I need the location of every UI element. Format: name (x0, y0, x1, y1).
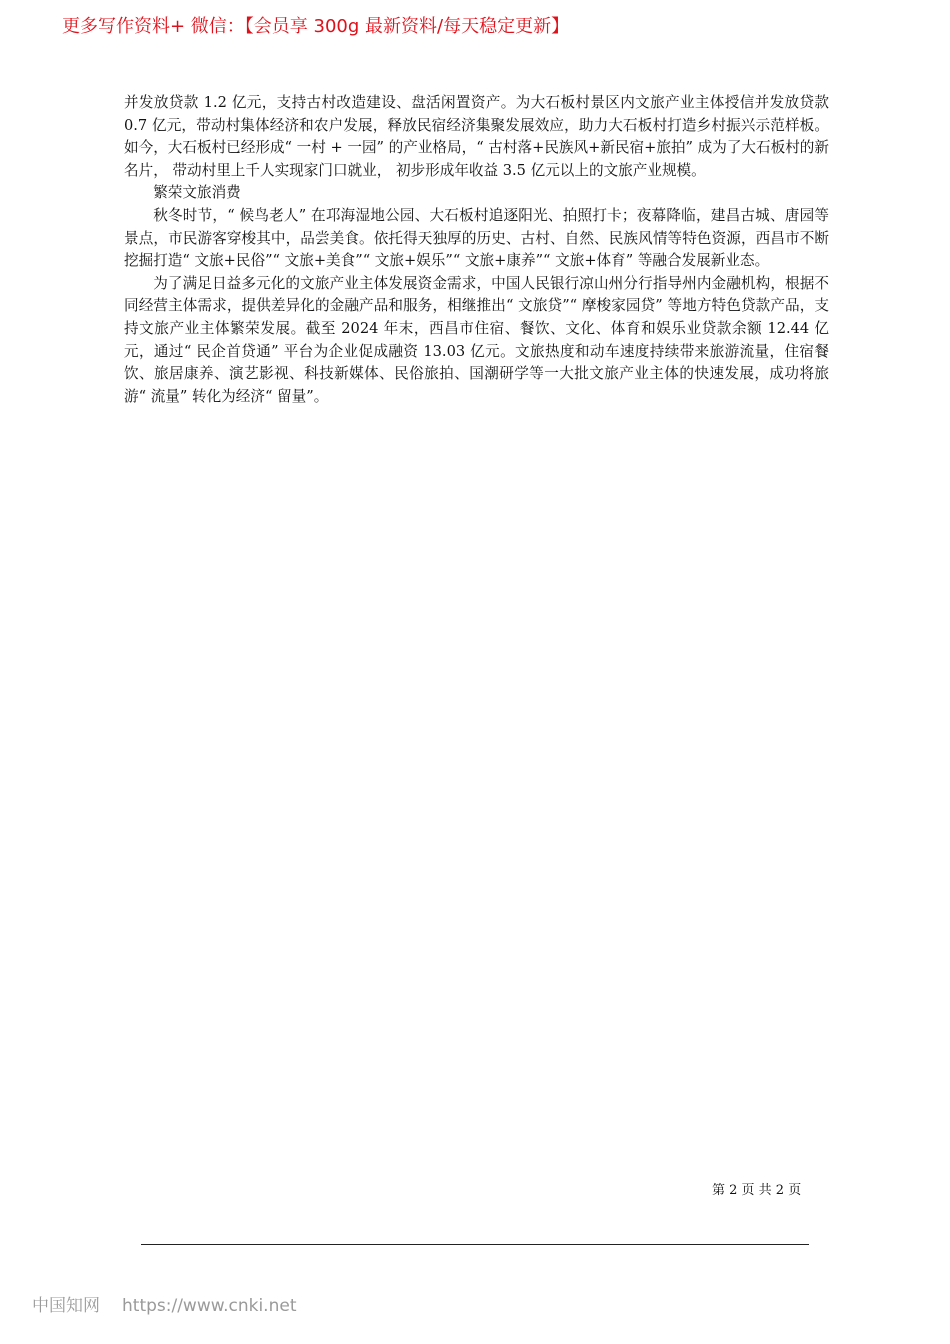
article-paragraph: 并发放贷款 1.2 亿元，支持古村改造建设、盘活闲置资产。为大石板村景区内文旅产业主体授信并发放贷款 0.7 亿元，带动村集体经济和农户发展，释放民宿经济集聚发展效应，助力大石板村打造乡村振兴示范样板。如今，大石板村已经形成“ 一村 + 一园” 的产业格局，“ 古村落+民族风+新民宿+旅拍” 成为了大石板村的新名片， 带动村里上千人实现家门口就业， 初步形成年收益 3.5 亿元以上的文旅产业规模。 (124, 94, 829, 179)
article-body (124, 92, 829, 408)
article-paragraph: 为了满足日益多元化的文旅产业主体发展资金需求，中国人民银行凉山州分行指导州内金融机构，根据不同经营主体需求，提供差异化的金融产品和服务，相继推出“ 文旅贷”“ 摩梭家园贷” 等地方特色贷款产品，支持文旅产业主体繁荣发展。截至 2024 年末，西昌市住宿、餐饮、文化、体育和娱乐业贷款余额 12.44 亿元，通过“ 民企首贷通” 平台为企业促成融资 13.03 亿元。文旅热度和动车速度持续带来旅游流量，住宿餐饮、旅居康养、演艺影视、科技新媒体、民俗旅拍、国潮研学等一大批文旅产业主体的快速发展，成功将旅游“ 流量” 转化为经济“ 留量”。 (124, 274, 829, 405)
site-watermark (32, 1294, 296, 1318)
watermark-site-name: 中国知网 (32, 1296, 100, 1316)
watermark-url: https://www.cnki.net (122, 1296, 297, 1316)
page-number: 第 2 页 共 2 页 (712, 1183, 802, 1198)
section-heading: 繁荣文旅消费 (153, 184, 241, 202)
promo-banner: 更多写作资料+ 微信：【会员享 300g 最新资料/每天稳定更新】 (62, 16, 570, 37)
footer-divider (141, 1244, 809, 1245)
article-paragraph: 秋冬时节，“ 候鸟老人” 在邛海湿地公园、大石板村追逐阳光、拍照打卡；夜幕降临，建昌古城、唐园等景点，市民游客穿梭其中，品尝美食。依托得天独厚的历史、古村、自然、民族风情等特色资源，西昌市不断挖掘打造“ 文旅+民俗”“ 文旅+美食”“ 文旅+娱乐”“ 文旅+康养”“ 文旅+体育” 等融合发展新业态。 (124, 206, 829, 270)
